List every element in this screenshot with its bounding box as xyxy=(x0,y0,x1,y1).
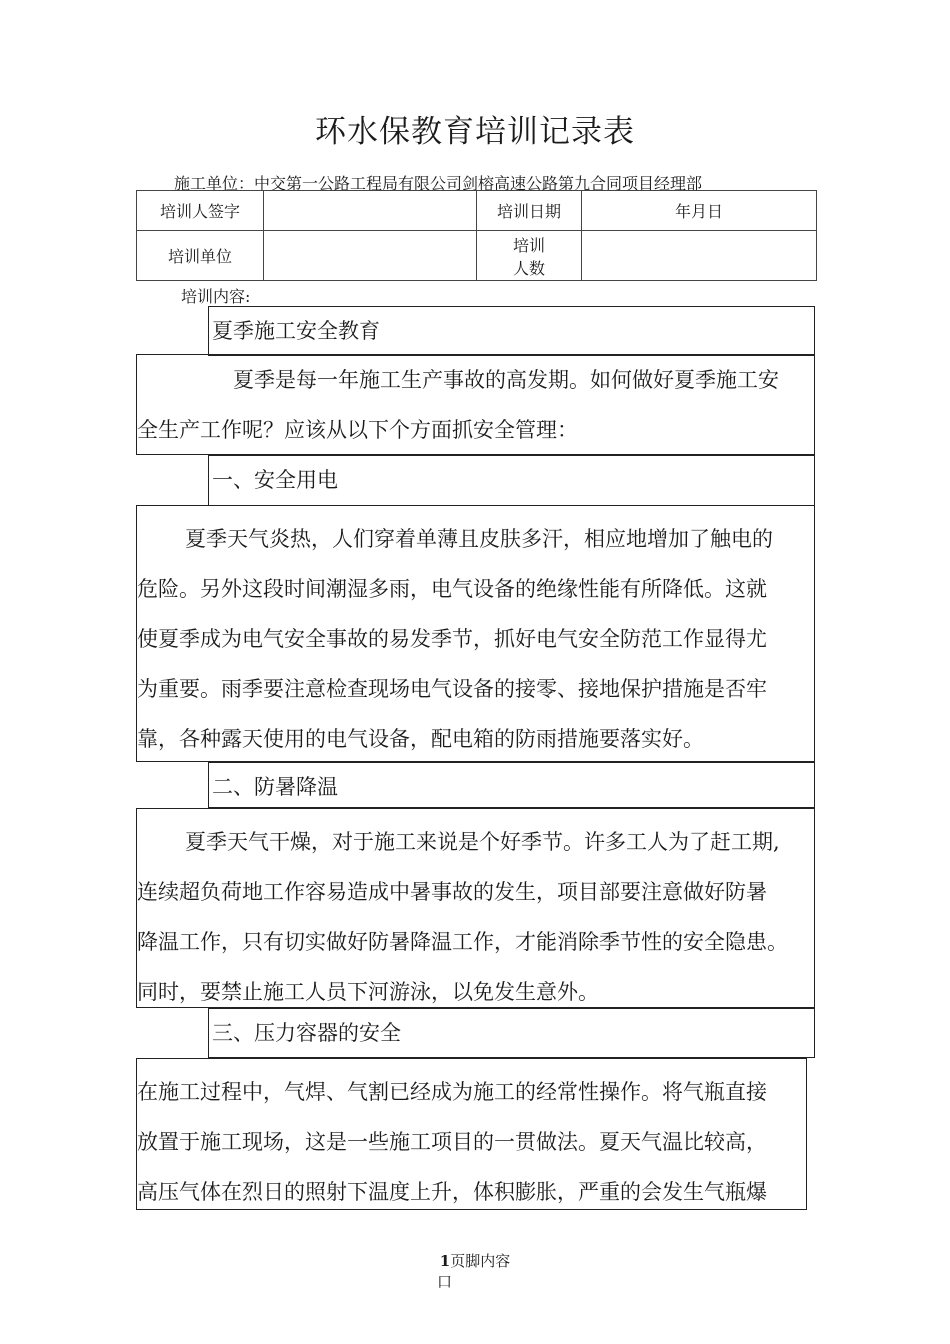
page-title: 环水保教育培训记录表 xyxy=(315,114,635,150)
section-3-title: 三、压力容器的安全 xyxy=(208,1008,815,1058)
s3-line-3: 高压气体在烈日的照射下温度上升，体积膨胀，严重的会发生气瓶爆 xyxy=(137,1180,767,1204)
s2-line-1: 夏季天气干燥，对于施工来说是个好季节。许多工人为了赶工期, xyxy=(185,830,780,854)
s2-line-3: 降温工作，只有切实做好防暑降温工作，才能消除季节性的安全隐患。 xyxy=(137,930,788,954)
trainer-sign-field[interactable] xyxy=(264,191,477,231)
s3-line-2: 放置于施工现场，这是一些施工项目的一贯做法。夏天气温比较高， xyxy=(137,1130,767,1154)
section-main-title: 夏季施工安全教育 xyxy=(208,306,815,356)
footer-box-glyph: 口 xyxy=(437,1273,453,1291)
training-unit-label: 培训单位 xyxy=(137,231,264,281)
training-info-table xyxy=(136,190,817,281)
s2-line-2: 连续超负荷地工作容易造成中暑事故的发生，项目部要注意做好防暑 xyxy=(137,880,767,904)
s1-line-5: 靠，各种露天使用的电气设备，配电箱的防雨措施要落实好。 xyxy=(137,727,704,751)
s1-line-3: 使夏季成为电气安全事故的易发季节，抓好电气安全防范工作显得尤 xyxy=(137,627,767,651)
section-2-body xyxy=(136,808,815,1008)
s1-line-4: 为重要。雨季要注意检查现场电气设备的接零、接地保护措施是否牢 xyxy=(137,677,767,701)
trainee-count-label xyxy=(477,231,582,281)
s3-line-1: 在施工过程中，气焊、气割已经成为施工的经常性操作。将气瓶直接 xyxy=(137,1080,767,1104)
section-3-body xyxy=(136,1058,807,1210)
content-label: 培训内容: xyxy=(181,287,251,306)
s1-line-1: 夏季天气炎热，人们穿着单薄且皮肤多汗，相应地增加了触电的 xyxy=(185,527,773,551)
section-1-body xyxy=(136,505,815,762)
training-date-label: 培训日期 xyxy=(477,191,582,231)
construction-unit: 施工单位：中交第一公路工程局有限公司剑榕高速公路第九合同项目经理部 xyxy=(174,174,703,193)
section-1-title: 一、安全用电 xyxy=(208,455,815,506)
trainee-count-label-line1: 培训 xyxy=(512,235,545,255)
s1-line-2: 危险。另外这段时间潮湿多雨，电气设备的绝缘性能有所降低。这就 xyxy=(137,577,767,601)
training-unit-field[interactable] xyxy=(264,231,477,281)
s2-line-4: 同时，要禁止施工人员下河游泳，以免发生意外。 xyxy=(137,980,599,1004)
page-footer xyxy=(0,1250,950,1271)
training-date-value[interactable]: 年月日 xyxy=(582,191,817,231)
intro-box xyxy=(136,354,815,455)
trainee-count-field[interactable] xyxy=(582,231,817,281)
trainer-sign-label: 培训人签字 xyxy=(137,191,264,231)
section-2-title: 二、防暑降温 xyxy=(208,762,815,808)
trainee-count-label-line2: 人数 xyxy=(512,258,545,278)
footer-text: 页脚内容 xyxy=(450,1252,511,1270)
intro-line-2: 全生产工作呢？应该从以下个方面抓安全管理： xyxy=(137,418,578,442)
intro-line-1: 夏季是每一年施工生产事故的高发期。如何做好夏季施工安 xyxy=(233,368,779,392)
page-number: 1 xyxy=(439,1252,451,1270)
